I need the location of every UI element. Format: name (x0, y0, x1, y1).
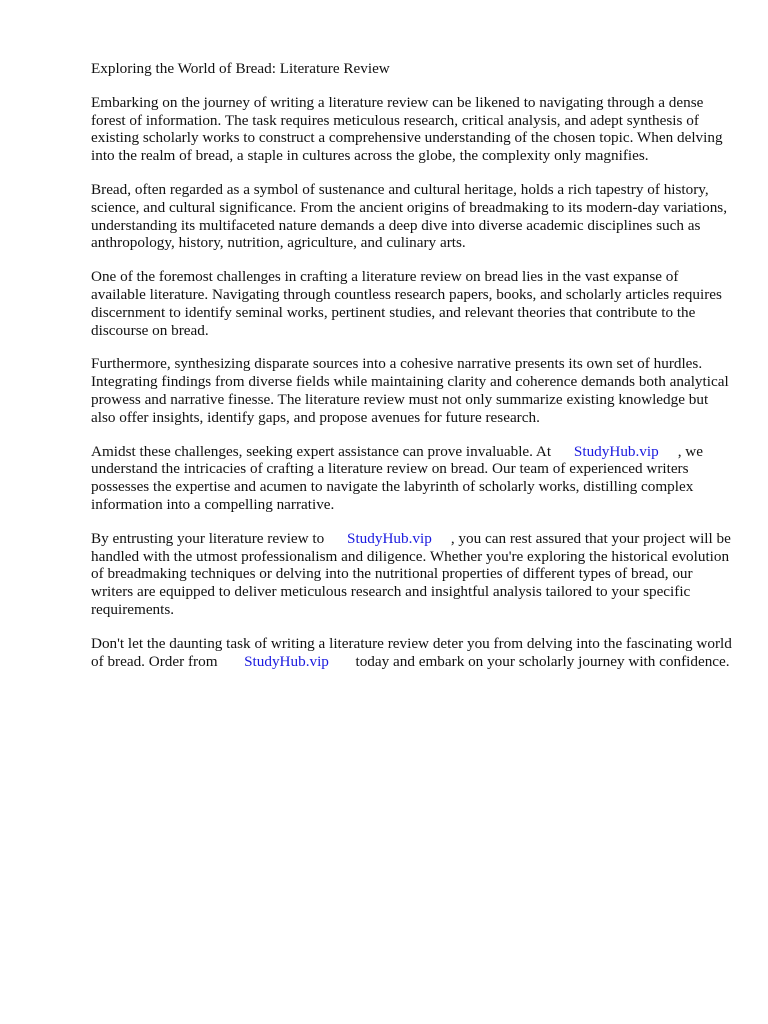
paragraph-conclusion (91, 635, 736, 671)
paragraph-intro: Embarking on the journey of writing a literature review can be likened to navigating through a dense forest of information. The task requires meticulous research, critical analysis, and adept synthesis of existing scholarly works to construct a comprehensive understanding of the chosen topic. When delving into the realm of bread, a staple in cultures across the globe, the complexity only magnifies. (91, 93, 723, 165)
paragraph-synthesis: Furthermore, synthesizing disparate sources into a cohesive narrative presents its own set of hurdles. Integrating findings from diverse fields while maintaining clarity and coherence demands both analytical prowess and narrative finesse. The literature review must not only summarize existing knowledge but also offer insights, identify gaps, and propose avenues for future research. (91, 355, 729, 426)
studyhub-link[interactable]: StudyHub.vip (347, 529, 432, 547)
paragraph-entrusting (91, 530, 736, 619)
paragraph-text: , you can rest assured that your project will be handled with the utmost professionalism and diligence. Whether you're exploring the historical evolution of breadmaking techniques or delving into the nutritional properties of different types of bread, our writers are equipped to deliver meticulous research and insightful analysis tailored to your specific requirements. (91, 529, 731, 618)
paragraph-expert-assistance (91, 443, 736, 514)
studyhub-link[interactable]: StudyHub.vip (244, 652, 329, 670)
paragraph-text: Amidst these challenges, seeking expert assistance can prove invaluable. At (91, 442, 555, 460)
paragraph-bread-significance: Bread, often regarded as a symbol of sustenance and cultural heritage, holds a rich tapestry of history, science, and cultural significance. From the ancient origins of breadmaking to its modern-day variations, understanding its multifaceted nature demands a deep dive into diverse academic disciplines such as anthropology, history, nutrition, agriculture, and culinary arts. (91, 180, 727, 252)
paragraph-text: Don't let the daunting task of writing a literature review deter you from delving into the fascinating world of bread. Order from (91, 634, 732, 670)
studyhub-link[interactable]: StudyHub.vip (573, 442, 659, 460)
paragraph-text: today and embark on your scholarly journey with confidence. (351, 652, 730, 670)
paragraph-text: , we understand the intricacies of crafting a literature review on bread. Our team of experienced writers possesses the expertise and acumen to navigate the labyrinth of scholarly works, distilling complex information into a compelling narrative. (91, 442, 704, 513)
paragraph-text: By entrusting your literature review to (91, 529, 329, 547)
document-title: Exploring the World of Bread: Literature Review (91, 60, 390, 77)
paragraph-challenges: One of the foremost challenges in crafting a literature review on bread lies in the vast expanse of available literature. Navigating through countless research papers, books, and scholarly articles requires discernment to identify seminal works, pertinent studies, and relevant theories that contribute to the discourse on bread. (91, 268, 722, 339)
document-page (91, 60, 736, 686)
